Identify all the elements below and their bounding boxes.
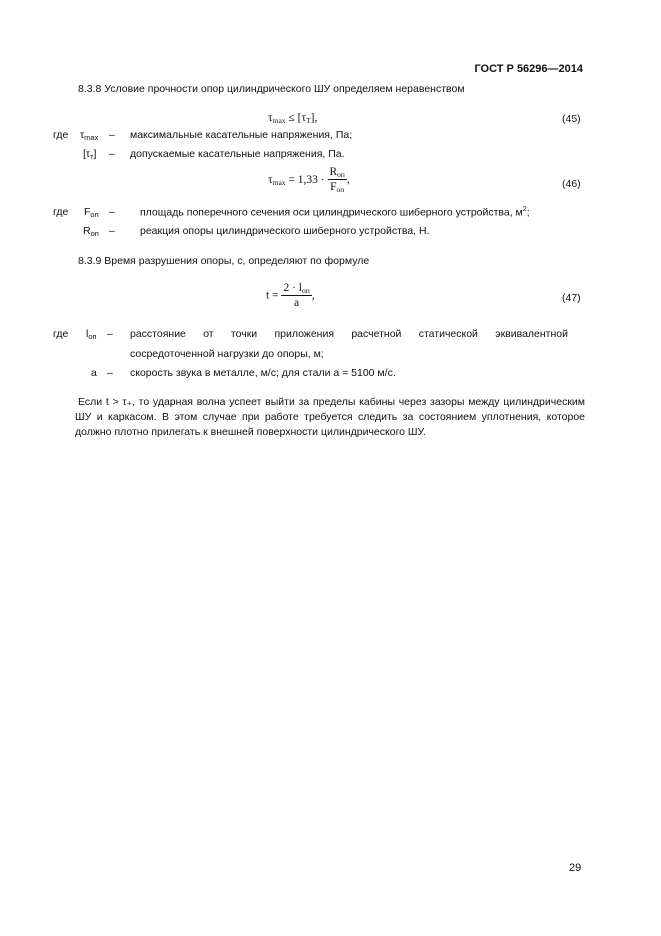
eq45-relation: ≤ [ bbox=[288, 112, 302, 124]
equation-47-number: (47) bbox=[562, 292, 581, 304]
def46-text-2: реакция опоры цилиндрического шиберного устройства, Н. bbox=[140, 225, 430, 237]
def47-text-line-1: расстояние от точки приложения расчетной статической эквивалентной bbox=[130, 328, 568, 340]
where-label-45: где bbox=[53, 129, 69, 141]
eq46-fraction: $\frac{\text{Rоп}}{\text{Fоп}}$ bbox=[329, 166, 345, 194]
def46-symbol-r: Rоп bbox=[83, 225, 99, 238]
def45-text-1: максимальные касательные напряжения, Па; bbox=[130, 129, 353, 141]
def46-text-1: площадь поперечного сечения оси цилиндрического шиберного устройства, $м^2$; bbox=[140, 206, 530, 219]
def45-symbol-tau-max: τmax bbox=[80, 129, 99, 142]
page-number: 29 bbox=[569, 862, 582, 874]
eq47-lhs: t = bbox=[266, 289, 279, 302]
eq46-tau-sub: max bbox=[272, 177, 286, 187]
def46-dash-1: – bbox=[109, 206, 115, 218]
def45-dash-1: – bbox=[109, 129, 115, 141]
equation-45 bbox=[268, 112, 317, 124]
equation-46 bbox=[268, 166, 350, 193]
def45-symbol-tau-t: [τт] bbox=[83, 148, 97, 161]
def46-dash-2: – bbox=[109, 225, 115, 237]
def47-text-a: скорость звука в металле, м/с; для стали a = 5100 м/с. bbox=[130, 367, 396, 379]
def45-dash-2: – bbox=[109, 148, 115, 160]
eq47-fraction: $\frac{\text{2 · lоп}}{a}$ bbox=[283, 282, 310, 309]
equation-46-number: (46) bbox=[562, 178, 581, 190]
eq45-tau-sub: max bbox=[272, 116, 286, 125]
where-label-46: где bbox=[53, 206, 69, 218]
section-8-3-9-heading: 8.3.9 Время разрушения опоры, с, определяют по формуле bbox=[78, 255, 370, 267]
eq45-tau-t-sub: Т bbox=[306, 116, 311, 125]
def45-text-2: допускаемые касательные напряжения, Па. bbox=[130, 148, 345, 160]
eq46-lhs: = 1,33 · bbox=[288, 173, 325, 186]
def47-dash-1: – bbox=[107, 328, 113, 340]
def47-symbol-a: a bbox=[91, 367, 97, 379]
document-header: ГОСТ Р 56296—2014 bbox=[474, 63, 583, 75]
where-label-47: где bbox=[53, 328, 69, 340]
eq45-tau-t: τ bbox=[301, 112, 307, 124]
eq45-tau: τ bbox=[268, 112, 273, 124]
def47-symbol-l: lоп bbox=[86, 328, 97, 341]
def47-dash-2: – bbox=[107, 367, 113, 379]
equation-45-number: (45) bbox=[562, 113, 581, 125]
eq45-close: ], bbox=[310, 112, 318, 124]
section-8-3-8-heading: 8.3.8 Условие прочности опор цилиндрического ШУ определяем неравенством bbox=[78, 83, 465, 95]
eq47-tail: , bbox=[311, 289, 315, 302]
eq47-numerator: 2 · l bbox=[283, 282, 302, 294]
eq46-denominator: F bbox=[330, 181, 337, 193]
closing-paragraph: Если t > τ₊, то ударная волна успеет выйти за пределы кабины через зазоры между цилиндрическим ШУ и каркасом. В этом случае при работе требуется следить за состоянием уплотнения, которое должно плотно прилегать к внешней поверхности цилиндрического ШУ. bbox=[75, 396, 585, 438]
def47-text-line-2: сосредоточенной нагрузки до опоры, м; bbox=[130, 348, 324, 360]
def46-symbol-f: Fоп bbox=[84, 206, 99, 219]
eq46-tau: τ bbox=[268, 173, 273, 186]
equation-47 bbox=[266, 282, 315, 309]
eq47-denominator: a bbox=[294, 297, 300, 309]
eq46-numerator: R bbox=[329, 166, 338, 178]
eq46-tail: , bbox=[346, 173, 350, 186]
